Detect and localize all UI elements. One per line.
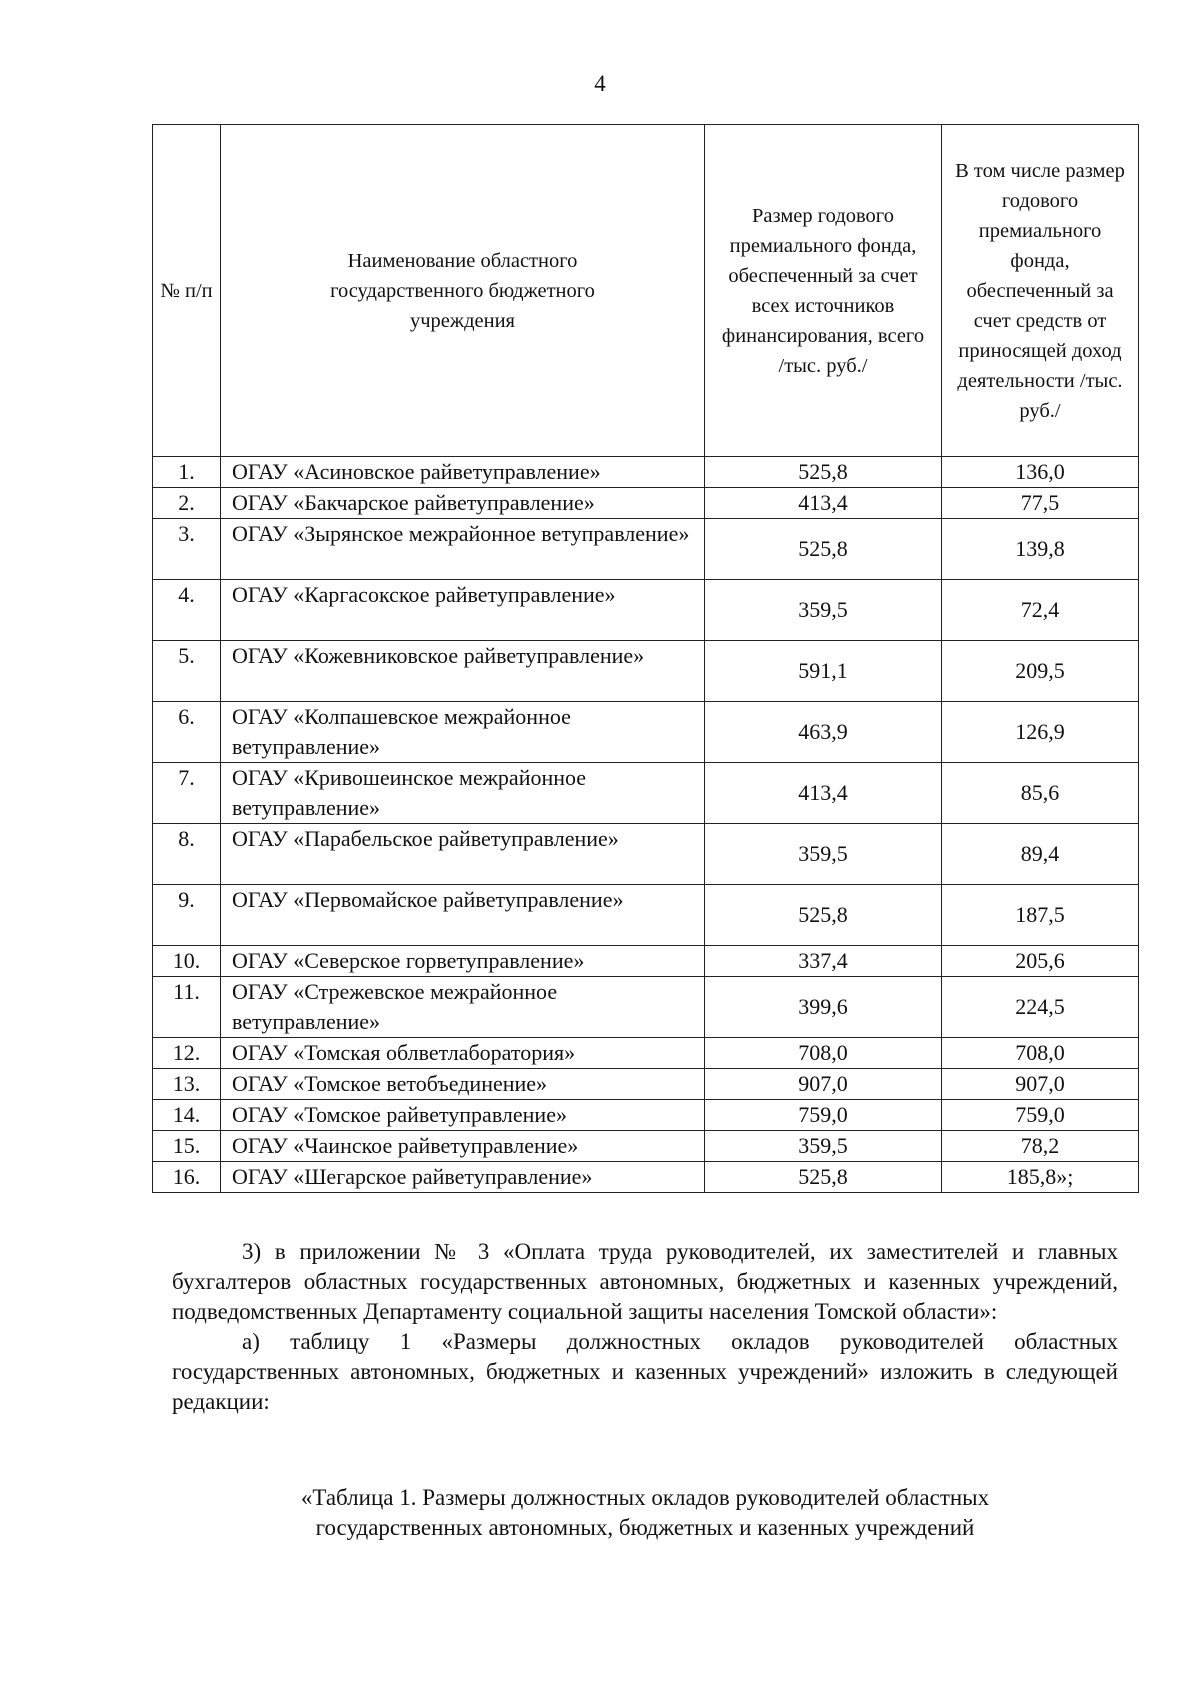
row-name: ОГАУ «Шегарское райветуправление» [221, 1162, 705, 1193]
table-header-row [153, 125, 1139, 457]
row-income: 907,0 [942, 1069, 1139, 1100]
caption-line-2: государственных автономных, бюджетных и казенных учреждений [315, 1515, 975, 1540]
table-row [153, 702, 1139, 763]
row-income: 136,0 [942, 457, 1139, 488]
caption-line-1: «Таблица 1. Размеры должностных окладов руководителей областных [300, 1485, 990, 1510]
row-name: ОГАУ «Асиновское райветуправление» [221, 457, 705, 488]
row-income: 85,6 [942, 763, 1139, 824]
row-name: ОГАУ «Томская облветлаборатория» [221, 1038, 705, 1069]
row-name: ОГАУ «Колпашевское межрайонное ветуправление» [221, 702, 705, 763]
row-total: 759,0 [705, 1100, 942, 1131]
table-row [153, 1038, 1139, 1069]
row-number: 8. [153, 824, 221, 885]
row-name: ОГАУ «Томское ветобъединение» [221, 1069, 705, 1100]
row-income: 185,8»; [942, 1162, 1139, 1193]
row-number: 7. [153, 763, 221, 824]
row-income: 209,5 [942, 641, 1139, 702]
row-income: 77,5 [942, 488, 1139, 519]
table-row [153, 824, 1139, 885]
table-row [153, 641, 1139, 702]
row-income: 72,4 [942, 580, 1139, 641]
row-total: 525,8 [705, 457, 942, 488]
row-number: 10. [153, 946, 221, 977]
table-row [153, 1100, 1139, 1131]
row-total: 337,4 [705, 946, 942, 977]
row-income: 708,0 [942, 1038, 1139, 1069]
row-income: 187,5 [942, 885, 1139, 946]
header-income: В том числе размер годового премиального фонда, обеспеченный за счет средств от приносящей доход деятельности /тыс. руб./ [942, 125, 1139, 457]
header-num: № п/п [153, 125, 221, 457]
row-name: ОГАУ «Северское горветуправление» [221, 946, 705, 977]
row-total: 463,9 [705, 702, 942, 763]
row-income: 78,2 [942, 1131, 1139, 1162]
table-body [153, 457, 1139, 1193]
row-number: 11. [153, 977, 221, 1038]
table-row [153, 1069, 1139, 1100]
page-number: 4 [594, 71, 606, 96]
row-total: 525,8 [705, 885, 942, 946]
paragraph-3: 3) в приложении № 3 «Оплата труда руководителей, их заместителей и главных бухгалтеров областных государственных автономных, бюджетных и казенных учреждений, подведомственных Департаменту социальной защиты населения Томской области»: [172, 1239, 1118, 1324]
table-row [153, 519, 1139, 580]
premium-fund-table [152, 124, 1139, 1193]
table-row [153, 457, 1139, 488]
row-total: 399,6 [705, 977, 942, 1038]
row-number: 12. [153, 1038, 221, 1069]
row-number: 1. [153, 457, 221, 488]
row-number: 16. [153, 1162, 221, 1193]
row-total: 525,8 [705, 1162, 942, 1193]
row-name: ОГАУ «Стрежевское межрайонное ветуправление» [221, 977, 705, 1038]
row-number: 2. [153, 488, 221, 519]
row-total: 359,5 [705, 580, 942, 641]
row-name: ОГАУ «Кожевниковское райветуправление» [221, 641, 705, 702]
row-total: 525,8 [705, 519, 942, 580]
row-income: 205,6 [942, 946, 1139, 977]
row-total: 413,4 [705, 488, 942, 519]
row-name: ОГАУ «Чаинское райветуправление» [221, 1131, 705, 1162]
table-row [153, 946, 1139, 977]
row-name: ОГАУ «Томское райветуправление» [221, 1100, 705, 1131]
row-name: ОГАУ «Первомайское райветуправление» [221, 885, 705, 946]
row-number: 14. [153, 1100, 221, 1131]
row-income: 89,4 [942, 824, 1139, 885]
table-caption [152, 1483, 1138, 1543]
row-number: 4. [153, 580, 221, 641]
table-row [153, 1162, 1139, 1193]
row-number: 6. [153, 702, 221, 763]
table-row [153, 488, 1139, 519]
amendment-text [172, 1237, 1118, 1417]
table-row [153, 977, 1139, 1038]
row-number: 5. [153, 641, 221, 702]
row-income: 126,9 [942, 702, 1139, 763]
table-row [153, 580, 1139, 641]
row-income: 139,8 [942, 519, 1139, 580]
row-total: 591,1 [705, 641, 942, 702]
row-income: 224,5 [942, 977, 1139, 1038]
row-name: ОГАУ «Парабельское райветуправление» [221, 824, 705, 885]
paragraph-a: а) таблицу 1 «Размеры должностных окладов руководителей областных государственных автономных, бюджетных и казенных учреждений» изложить в следующей редакции: [172, 1329, 1118, 1414]
row-name: ОГАУ «Бакчарское райветуправление» [221, 488, 705, 519]
row-number: 3. [153, 519, 221, 580]
row-number: 15. [153, 1131, 221, 1162]
row-income: 759,0 [942, 1100, 1139, 1131]
header-name: Наименование областного государственного бюджетного учреждения [221, 125, 705, 457]
row-total: 413,4 [705, 763, 942, 824]
row-total: 907,0 [705, 1069, 942, 1100]
header-total: Размер годового премиального фонда, обеспеченный за счет всех источников финансирования, всего /тыс. руб./ [705, 125, 942, 457]
table-row [153, 1131, 1139, 1162]
row-number: 9. [153, 885, 221, 946]
row-total: 359,5 [705, 1131, 942, 1162]
row-total: 359,5 [705, 824, 942, 885]
row-total: 708,0 [705, 1038, 942, 1069]
row-name: ОГАУ «Зырянское межрайонное ветуправление» [221, 519, 705, 580]
table-row [153, 885, 1139, 946]
row-number: 13. [153, 1069, 221, 1100]
table-row [153, 763, 1139, 824]
row-name: ОГАУ «Каргасокское райветуправление» [221, 580, 705, 641]
row-name: ОГАУ «Кривошеинское межрайонное ветуправление» [221, 763, 705, 824]
